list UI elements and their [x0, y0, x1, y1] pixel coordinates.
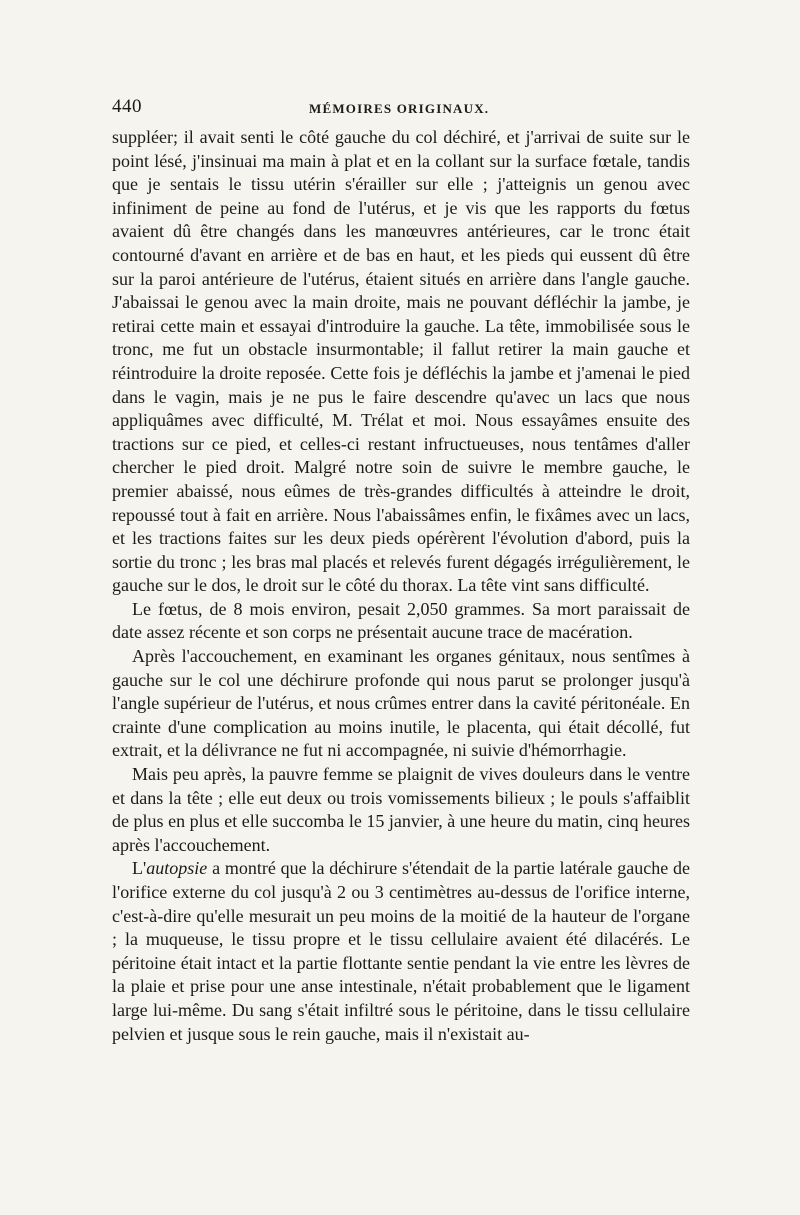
body-text [112, 126, 690, 1046]
paragraph-after-delivery: Après l'accouchement, en examinant les organes génitaux, nous sentîmes à gauche sur le col une déchirure profonde qui nous parut se prolonger jusqu'à l'angle supérieur de l'utérus, et nous crûmes entrer dans la cavité péritonéale. En crainte d'une complication au moins inutile, le placenta, qui était décollé, fut extrait, et la délivrance ne fut ni accompagnée, ni suivie d'hémorrhagie. [112, 646, 690, 761]
page-header [112, 96, 690, 122]
autopsy-text: a montré que la déchirure s'étendait de la partie latérale gauche de l'orifice externe du col jusqu'à 2 ou 3 centimètres au-dessus de l'orifice interne, c'est-à-dire qu'elle mesurait un peu moins de la moitié de la hauteur de l'organe ; la muqueuse, le tissu propre et le tissu cellulaire avaient été dilacérés. Le péritoine était intact et la partie flottante sentie pendant la vie entre les lèvres de la plaie et prise pour une anse intestinale, n'était probablement que le ligament large lui-même. Du sang s'était infiltré sous le péritoine, dans le tissu cellulaire pelvien et jusque sous le rein gauche, mais il n'existait au- [112, 858, 690, 1044]
page-number: 440 [112, 96, 142, 117]
paragraph-death: Mais peu après, la pauvre femme se plaignit de vives douleurs dans le ventre et dans la tête ; elle eut deux ou trois vomissements bilieux ; le pouls s'affaiblit de plus en plus et elle succomba le 15 janvier, à une heure du matin, cinq heures après l'accouchement. [112, 764, 690, 855]
paragraph-continuation: suppléer; il avait senti le côté gauche du col déchiré, et j'arrivai de suite sur le point lésé, j'insinuai ma main à plat et en la collant sur la surface fœtale, tandis que je sentais le tissu utérin s'érailler sur elle ; j'atteignis un genou avec infiniment de peine au fond de l'utérus, et je vis que les rapports du fœtus avaient dû être changés dans les manœuvres antérieures, car le tronc était contourné d'avant en arrière et de bas en haut, et les pieds qui eussent dû être sur la paroi antérieure de l'utérus, étaient situés en arrière dans l'angle gauche. J'abaissai le genou avec la main droite, mais ne pouvant défléchir la jambe, je retirai cette main et essayai d'introduire la gauche. La tête, immobilisée sous le tronc, me fut un obstacle insurmontable; il fallut retirer la main gauche et réintroduire la droite reposée. Cette fois je défléchis la jambe et j'amenai le pied dans le vagin, mais je ne pus le faire descendre qu'avec un lacs que nous appliquâmes avec difficulté, M. Trélat et moi. Nous essayâmes ensuite des tractions sur ce pied, et celles-ci restant infructueuses, nous tentâmes d'aller chercher le pied droit. Malgré notre soin de suivre le membre gauche, le premier abaissé, nous eûmes de très-grandes difficultés à atteindre le droit, repoussé tout à fait en arrière. Nous l'abaissâmes enfin, le fixâmes avec un lacs, et les tractions faites sur les deux pieds opérèrent l'évolution d'abord, puis la sortie du tronc ; les bras mal placés et relevés furent dégagés irrégulièrement, le gauche sur le dos, le droit sur le côté du thorax. La tête vint sans difficulté. [112, 127, 690, 596]
autopsy-term: autopsie [146, 858, 208, 879]
paragraph-autopsy [112, 857, 690, 1046]
paragraph-foetus: Le fœtus, de 8 mois environ, pesait 2,050 grammes. Sa mort paraissait de date assez récente et son corps ne présentait aucune trace de macération. [112, 598, 690, 643]
running-title: MÉMOIRES ORIGINAUX. [309, 101, 490, 116]
autopsy-lead: L' [132, 858, 147, 879]
document-page [112, 96, 690, 1046]
